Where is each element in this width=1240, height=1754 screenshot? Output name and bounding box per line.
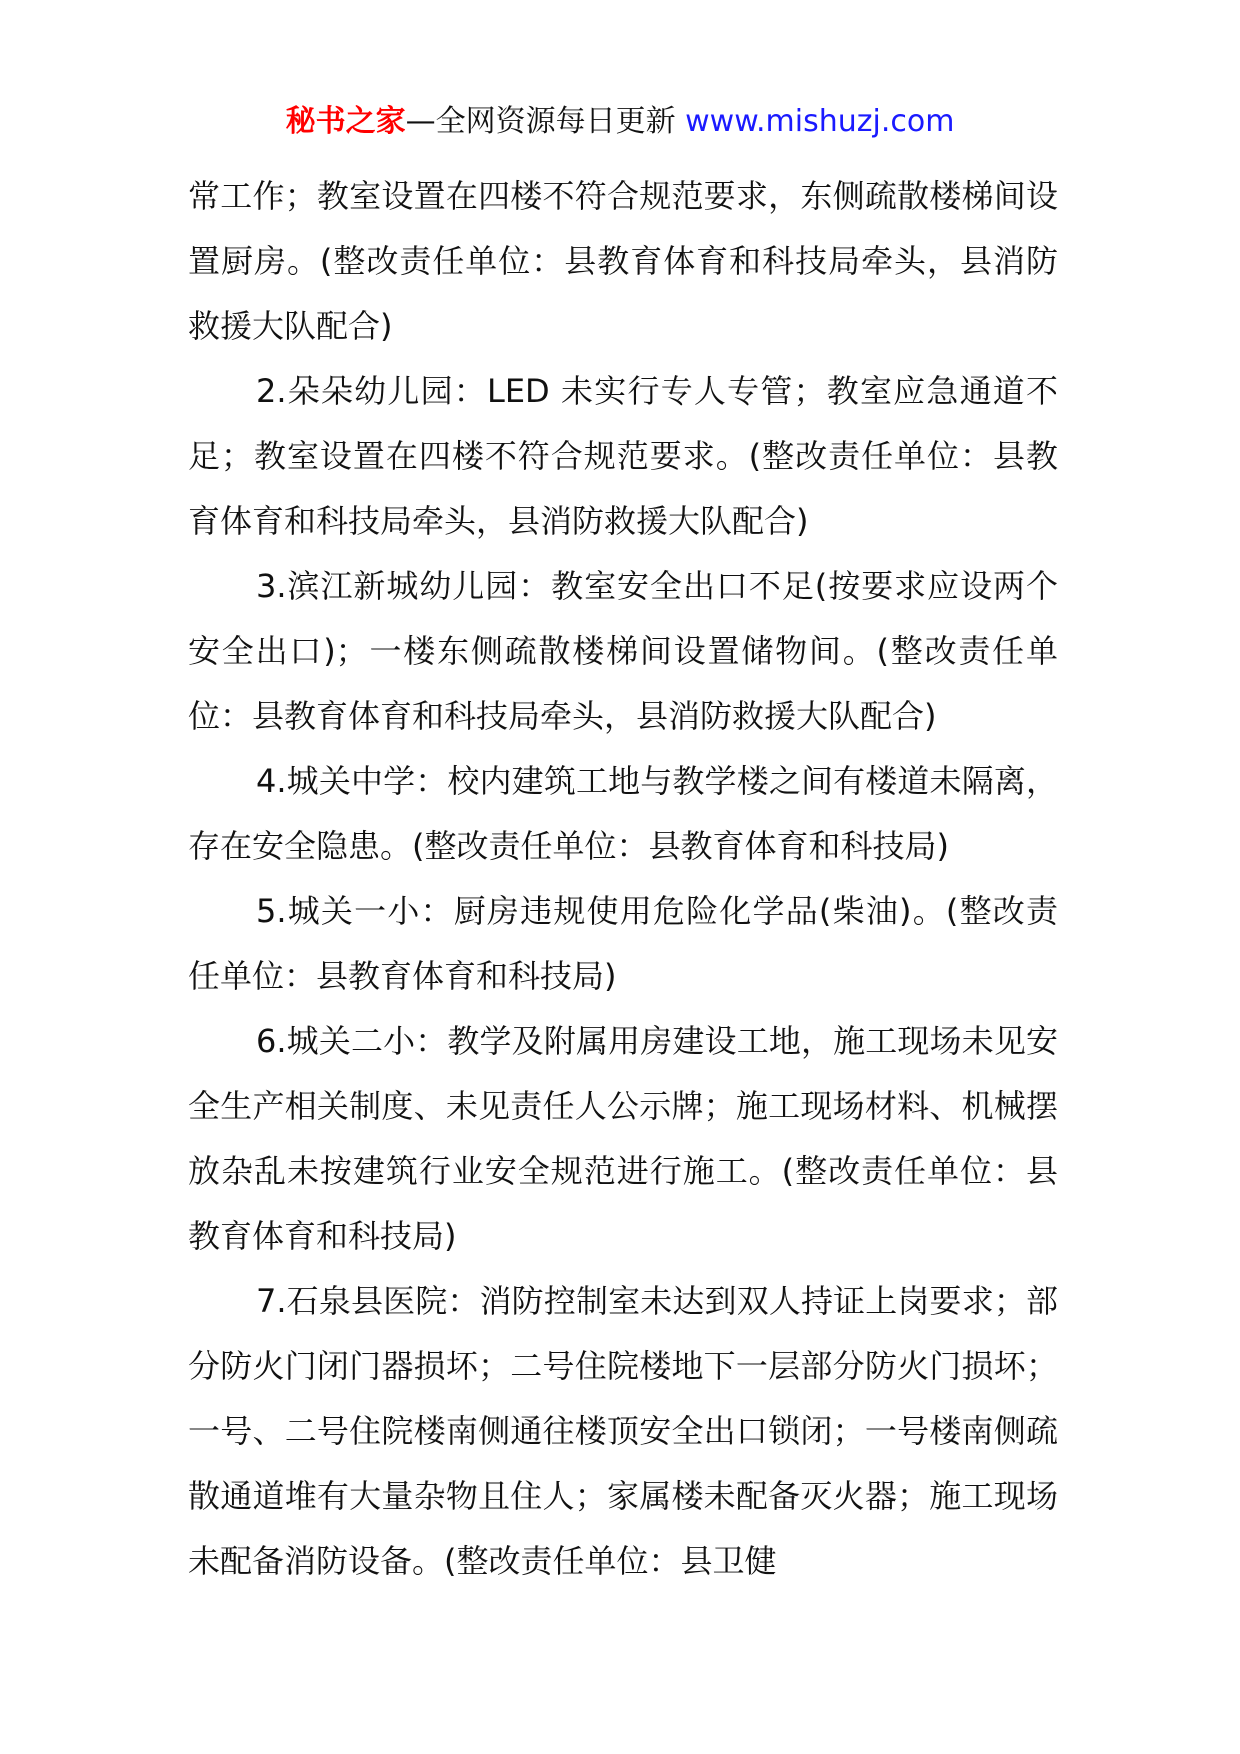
- paragraph-item-7: 7.石泉县医院：消防控制室未达到双人持证上岗要求；部分防火门闭门器损坏；二号住院楼地下一层部分防火门损坏；一号、二号住院楼南侧通往楼顶安全出口锁闭；一号楼南侧疏散通道堆有大量杂物且住人；家属楼未配备灭火器；施工现场未配备消防设备。(整改责任单位：县卫健: [188, 1282, 1058, 1580]
- paragraph-item-2: 2.朵朵幼儿园：LED 未实行专人专管；教室应急通道不足；教室设置在四楼不符合规范要求。(整改责任单位：县教育体育和科技局牵头，县消防救援大队配合): [188, 372, 1058, 540]
- header-tagline: —全网资源每日更新: [405, 104, 686, 139]
- paragraph-continuation: 常工作；教室设置在四楼不符合规范要求，东侧疏散楼梯间设置厨房。(整改责任单位：县教育体育和科技局牵头，县消防救援大队配合): [188, 177, 1058, 345]
- document-body: [188, 164, 1058, 1594]
- paragraph-item-6: 6.城关二小：教学及附属用房建设工地，施工现场未见安全生产相关制度、未见责任人公示牌；施工现场材料、机械摆放杂乱未按建筑行业安全规范进行施工。(整改责任单位：县教育体育和科技局): [188, 1022, 1058, 1255]
- header-url-link[interactable]: www.mishuzj.com: [685, 104, 955, 139]
- page-header: [0, 100, 1240, 144]
- brand-name: 秘书之家: [285, 104, 406, 139]
- paragraph-item-5: 5.城关一小：厨房违规使用危险化学品(柴油)。(整改责任单位：县教育体育和科技局): [188, 892, 1058, 995]
- paragraph-item-3: 3.滨江新城幼儿园：教室安全出口不足(按要求应设两个安全出口)；一楼东侧疏散楼梯间设置储物间。(整改责任单位：县教育体育和科技局牵头，县消防救援大队配合): [188, 567, 1058, 735]
- paragraph-item-4: 4.城关中学：校内建筑工地与教学楼之间有楼道未隔离，存在安全隐患。(整改责任单位：县教育体育和科技局): [188, 762, 1058, 865]
